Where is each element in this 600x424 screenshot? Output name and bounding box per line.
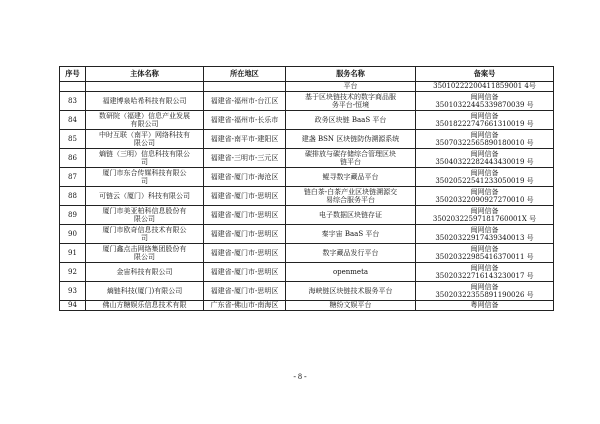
entity-name-line: 有限公司 [130, 120, 159, 128]
record-number-line: 35010222200411859001 4号 [433, 82, 536, 91]
record-number-cell [416, 282, 554, 301]
record-number-line: 闽网信备 [470, 92, 499, 101]
entity-name-cell [86, 92, 204, 111]
record-number-cell [416, 149, 554, 168]
region-cell [204, 225, 286, 244]
page-number: - 8 - [293, 372, 307, 381]
record-number-cell [416, 206, 554, 225]
record-number-line: 闽网信备 [470, 111, 499, 120]
region-cell [204, 263, 286, 282]
region-cell [204, 130, 286, 149]
entity-name-line: 厦门市美亚柏科信息股份有 [102, 206, 187, 215]
service-name-cell [286, 149, 416, 168]
record-number-line: 35040322282443430019 号 [435, 158, 534, 166]
service-name-line: 链白茶-白茶产业区块链溯源交 [303, 187, 398, 196]
header-service: 服务名称 [286, 67, 416, 82]
row-number-cell: 92 [60, 263, 86, 282]
service-name-cell [286, 187, 416, 206]
record-number-line: 闽网信备 [470, 130, 499, 139]
region-cell [204, 149, 286, 168]
record-number-cell [416, 225, 554, 244]
row-number-cell: 84 [60, 111, 86, 130]
record-number-line: 闽网信备 [470, 187, 499, 196]
region-line: 福建省-厦门市-思明区 [210, 210, 279, 219]
service-name-line: 鲲寻数字藏品平台 [322, 172, 379, 181]
entity-name-cell [86, 263, 204, 282]
entity-name-cell [86, 111, 204, 130]
service-name-line: 易综合服务平台 [326, 196, 375, 204]
row-number-cell: 91 [60, 244, 86, 263]
entity-name-cell [86, 187, 204, 206]
entity-name-cell [86, 282, 204, 301]
service-name-cell [286, 301, 416, 311]
row-number-cell: 83 [60, 92, 86, 111]
region-line: 福建省-三明市-三元区 [210, 153, 279, 162]
record-number-line: 闽网信备 [470, 149, 499, 158]
region-line: 福建省-福州市-长乐市 [210, 115, 279, 124]
entity-name-cell [86, 301, 204, 311]
record-number-cell [416, 130, 554, 149]
table-row [60, 168, 554, 187]
table-row [60, 92, 554, 111]
region-cell [204, 92, 286, 111]
record-number-line: 35020322090927270010 号 [435, 196, 534, 204]
region-line: 福建省-厦门市-海沧区 [210, 172, 279, 181]
entity-name-line: 司 [141, 177, 148, 185]
record-number-line: 35020322597181760001X 号 [432, 215, 537, 223]
table-row [60, 301, 554, 311]
entity-name-line: 熵链（三明）信息科技有限公 [99, 149, 190, 158]
record-number-cell [416, 111, 554, 130]
registry-table [59, 66, 554, 311]
record-number-line: 35010322445339870039 号 [435, 101, 534, 109]
record-number-line: 35018222747661310019 号 [435, 120, 534, 128]
header-record: 备案号 [416, 67, 554, 82]
table-header-row [60, 67, 554, 82]
record-number-line: 35070322565890180010 号 [435, 139, 534, 147]
record-number-line: 闽网信备 [470, 168, 499, 177]
entity-name-cell [86, 82, 204, 92]
region-cell [204, 82, 286, 92]
table-row [60, 282, 554, 301]
service-name-line: openmeta [332, 267, 369, 276]
service-name-line: 基于区块链技术的数字商品服 [305, 92, 396, 101]
region-cell [204, 187, 286, 206]
service-name-cell [286, 244, 416, 263]
entity-name-line: 司 [141, 158, 148, 166]
service-name-line: 政务区块链 BaaS 平台 [314, 115, 387, 124]
record-number-line: 闽网信备 [470, 206, 499, 215]
entity-name-line: 数研院（福建）信息产业发展 [99, 111, 190, 120]
service-name-cell [286, 130, 416, 149]
service-name-cell [286, 206, 416, 225]
region-line: 福建省-厦门市-思明区 [210, 248, 279, 257]
record-number-line: 闽网信备 [470, 282, 499, 291]
entity-name-line: 厦门鑫点击网络集团股份有 [102, 244, 187, 253]
table-row [60, 225, 554, 244]
row-number-cell: 85 [60, 130, 86, 149]
service-name-line: 碳排放与碳存储综合管理区块 [305, 149, 396, 158]
entity-name-line: 佛山方糖娱乐信息技术有限 [102, 301, 187, 310]
record-number-cell [416, 244, 554, 263]
region-line: 福建省-厦门市-思明区 [210, 267, 279, 276]
row-number-cell: 90 [60, 225, 86, 244]
region-line: 广东省-佛山市-南海区 [210, 301, 279, 310]
record-number-cell [416, 92, 554, 111]
region-cell [204, 301, 286, 311]
entity-name-cell [86, 225, 204, 244]
entity-name-line: 熵链科技(厦门)有限公司 [106, 286, 183, 295]
table-row [60, 149, 554, 168]
service-name-cell [286, 92, 416, 111]
entity-name-line: 限公司 [134, 215, 155, 223]
service-name-line: 建盏 BSN 区块链防伪溯源系统 [301, 134, 400, 143]
region-line: 福建省-厦门市-思明区 [210, 229, 279, 238]
entity-name-line: 可链云（厦门）科技有限公司 [99, 191, 190, 200]
record-number-line: 35020322917439340013 号 [435, 234, 534, 242]
record-number-line: 闽网信备 [470, 225, 499, 234]
region-cell [204, 206, 286, 225]
record-number-line: 35020322985416370011 号 [435, 253, 534, 261]
table-row [60, 111, 554, 130]
region-cell [204, 282, 286, 301]
row-number-cell: 86 [60, 149, 86, 168]
region-cell [204, 111, 286, 130]
service-name-line: 务平台-恒境 [331, 101, 370, 109]
entity-name-line: 福建博泉哈希科技有限公司 [102, 96, 187, 105]
region-cell [204, 168, 286, 187]
region-cell [204, 244, 286, 263]
record-number-line: 闽网信备 [470, 244, 499, 253]
entity-name-cell [86, 168, 204, 187]
service-name-line: 糖纷文娱平台 [329, 301, 372, 310]
service-name-line: 数字藏品发行平台 [322, 248, 379, 257]
table-row [60, 244, 554, 263]
record-number-line: 35020522541233050019 号 [435, 177, 534, 185]
row-number-cell: 87 [60, 168, 86, 187]
record-number-line: 粤网信备 [470, 301, 499, 310]
service-name-cell [286, 168, 416, 187]
entity-name-cell [86, 149, 204, 168]
row-number-cell: 93 [60, 282, 86, 301]
service-name-cell [286, 111, 416, 130]
record-number-cell [416, 168, 554, 187]
row-number-cell [60, 82, 86, 92]
entity-name-cell [86, 206, 204, 225]
record-number-line: 闽网信备 [470, 263, 499, 272]
table-row [60, 263, 554, 282]
entity-name-line: 限公司 [134, 139, 155, 147]
entity-name-line: 金宙科技有限公司 [116, 267, 173, 276]
entity-name-cell [86, 244, 204, 263]
record-number-line: 35020322716143230017 号 [435, 272, 534, 280]
record-number-cell [416, 82, 554, 92]
entity-name-line: 厦门市欧奇信息技术有限公 [102, 225, 187, 234]
entity-name-cell [86, 130, 204, 149]
header-region: 所在地区 [204, 67, 286, 82]
record-number-cell [416, 187, 554, 206]
record-number-cell [416, 263, 554, 282]
service-name-line: 链平台 [340, 158, 361, 166]
record-number-cell [416, 301, 554, 311]
service-name-cell [286, 282, 416, 301]
service-name-cell [286, 82, 416, 92]
header-entity: 主体名称 [86, 67, 204, 82]
region-line: 福建省-福州市-台江区 [210, 96, 279, 105]
service-name-line: 海峡链区块链技术服务平台 [308, 286, 393, 295]
service-name-cell [286, 225, 416, 244]
service-name-cell [286, 263, 416, 282]
service-name-line: 秦宇宙 BaaS 平台 [321, 229, 380, 238]
service-name-line: 平台 [343, 82, 358, 91]
region-line: 福建省-南平市-建阳区 [210, 134, 279, 143]
table-row [60, 82, 554, 92]
row-number-cell: 89 [60, 206, 86, 225]
service-name-line: 电子数据区块链存证 [319, 210, 382, 219]
table-row [60, 130, 554, 149]
table-row [60, 206, 554, 225]
entity-name-line: 中时互联（南平）网络科技有 [99, 130, 190, 139]
header-no: 序号 [60, 67, 86, 82]
entity-name-line: 厦门市东合传媒科技有限公 [102, 168, 187, 177]
row-number-cell: 88 [60, 187, 86, 206]
region-line: 福建省-厦门市-思明区 [210, 286, 279, 295]
record-number-line: 35020322355891190026 号 [435, 291, 534, 299]
entity-name-line: 限公司 [134, 253, 155, 261]
row-number-cell: 94 [60, 301, 86, 311]
entity-name-line: 司 [141, 234, 148, 242]
region-line: 福建省-厦门市-思明区 [210, 191, 279, 200]
table-row [60, 187, 554, 206]
